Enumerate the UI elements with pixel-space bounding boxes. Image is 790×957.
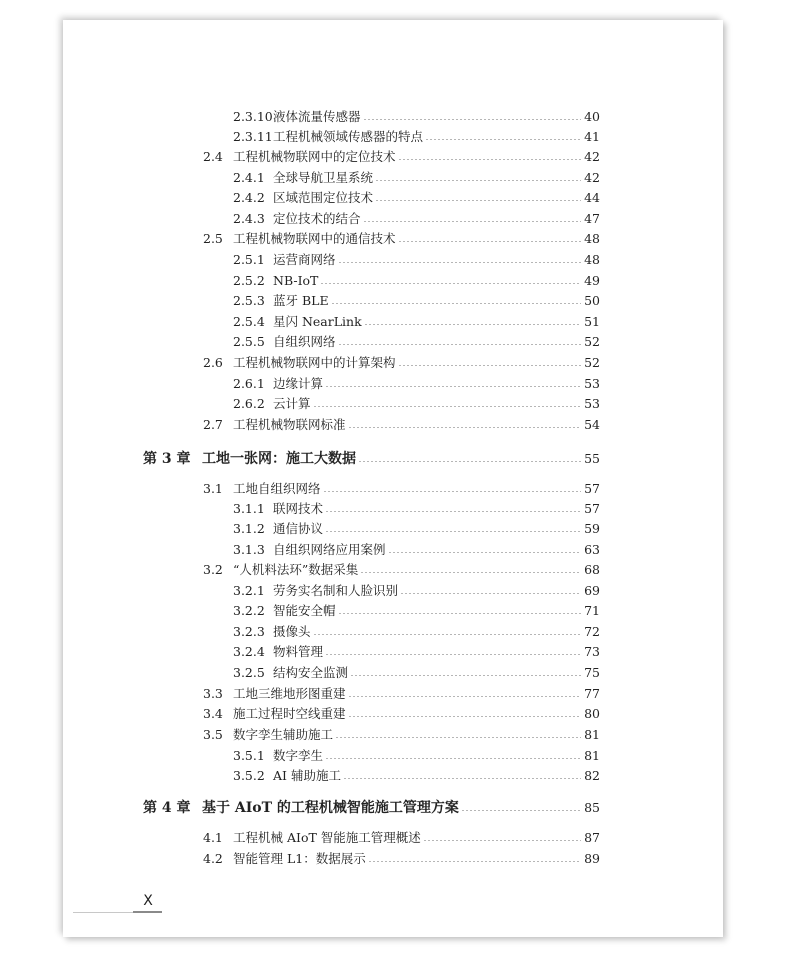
page-number: 44 — [584, 190, 600, 205]
page-number: 77 — [584, 686, 600, 701]
dot-leader — [338, 601, 582, 621]
toc-entry-3-2-2 — [233, 601, 600, 621]
section-title: 云计算 — [273, 396, 311, 411]
page-number: 75 — [584, 665, 600, 680]
dot-leader — [360, 560, 581, 580]
dot-leader — [388, 540, 582, 560]
dot-leader — [325, 642, 581, 662]
page-number: 81 — [584, 748, 600, 763]
section-title: 数字孪生 — [273, 748, 324, 763]
section-number: 3.2.2 — [233, 603, 265, 618]
chapter-number: 第 3 章 — [143, 451, 191, 467]
dot-leader — [368, 849, 581, 869]
dot-leader — [348, 684, 582, 704]
section-title: 星闪 NearLink — [273, 314, 362, 329]
page-number: 47 — [584, 211, 600, 226]
toc-entry-2-5-1 — [233, 250, 600, 270]
dot-leader — [358, 449, 581, 469]
page-number: 52 — [584, 355, 600, 370]
toc-entry-4-1 — [203, 828, 600, 848]
section-title: 施工过程时空线重建 — [233, 706, 346, 721]
page-number: 53 — [584, 376, 600, 391]
section-number: 2.4.1 — [233, 170, 265, 185]
section-number: 3.5 — [203, 727, 223, 742]
page-number: 52 — [584, 334, 600, 349]
dot-leader — [363, 209, 582, 229]
page-number: 80 — [584, 706, 600, 721]
section-number: 3.2.5 — [233, 665, 265, 680]
page-number: 42 — [584, 170, 600, 185]
toc-entry-3-5-2 — [233, 766, 600, 786]
dot-leader — [364, 312, 581, 332]
page-number: 50 — [584, 293, 600, 308]
toc-entry-2-4-2 — [233, 188, 600, 208]
dot-leader — [348, 704, 582, 724]
toc-entry-3-1 — [203, 479, 600, 499]
section-title: 工程机械物联网中的通信技术 — [233, 231, 396, 246]
dot-leader — [423, 828, 581, 848]
dot-leader — [338, 250, 582, 270]
section-title: 工地三维地形图重建 — [233, 686, 346, 701]
toc-entry-2-5-4 — [233, 312, 600, 332]
page-number: 55 — [584, 451, 600, 466]
toc-entry-2-5-3 — [233, 291, 600, 311]
dot-leader — [323, 479, 582, 499]
section-number: 3.2.3 — [233, 624, 265, 639]
page-number: 41 — [584, 129, 600, 144]
page-number: 54 — [584, 417, 600, 432]
toc-entry-2-6 — [203, 353, 600, 373]
section-number: 2.4.2 — [233, 190, 265, 205]
dot-leader — [461, 798, 581, 818]
toc-entry-2-6-1 — [233, 374, 600, 394]
page-number: 89 — [584, 851, 600, 866]
dot-leader — [320, 271, 581, 291]
dot-leader — [325, 746, 581, 766]
toc-entry-3-2-5 — [233, 663, 600, 683]
page-number: 51 — [584, 314, 600, 329]
section-title: 物料管理 — [273, 644, 324, 659]
section-title: 工程机械物联网标准 — [233, 417, 346, 432]
dot-leader — [348, 415, 582, 435]
toc-entry-3-3 — [203, 684, 600, 704]
toc-entry-2-5-5 — [233, 332, 600, 352]
chapter-title: 基于 AIoT 的工程机械智能施工管理方案 — [202, 800, 459, 816]
section-title: 通信协议 — [273, 521, 324, 536]
page-number: 57 — [584, 501, 600, 516]
section-number: 4.1 — [203, 830, 223, 845]
section-number: 3.4 — [203, 706, 223, 721]
section-number: 2.3.10 — [233, 109, 273, 124]
page-number: 72 — [584, 624, 600, 639]
page-number: 53 — [584, 396, 600, 411]
section-title: AI 辅助施工 — [273, 768, 341, 783]
section-title: NB-IoT — [273, 273, 319, 288]
section-title: 工程机械物联网中的计算架构 — [233, 355, 396, 370]
section-number: 3.1.1 — [233, 501, 265, 516]
section-number: 2.6.1 — [233, 376, 265, 391]
section-title: 工程机械领域传感器的特点 — [273, 129, 424, 144]
toc-entry-2-7 — [203, 415, 600, 435]
page-number: 40 — [584, 109, 600, 124]
section-number: 2.5.3 — [233, 293, 265, 308]
section-number: 2.6 — [203, 355, 223, 370]
page-number: 87 — [584, 830, 600, 845]
toc-entry-2-4 — [203, 147, 600, 167]
toc-entry-3-2 — [203, 560, 600, 580]
page-number: 48 — [584, 252, 600, 267]
dot-leader — [325, 374, 581, 394]
table-of-contents — [63, 20, 723, 937]
toc-entry-2-5-2 — [233, 271, 600, 291]
chapter-title: 工地一张网：施工大数据 — [202, 451, 356, 467]
dot-leader — [343, 766, 581, 786]
toc-entry-3-1-2 — [233, 519, 600, 539]
section-title: 联网技术 — [273, 501, 324, 516]
section-number: 2.5.2 — [233, 273, 265, 288]
section-title: 工程机械 AIoT 智能施工管理概述 — [233, 830, 421, 845]
dot-leader — [313, 622, 582, 642]
dot-leader — [331, 291, 582, 311]
dot-leader — [338, 332, 582, 352]
section-number: 2.5.4 — [233, 314, 265, 329]
section-number: 2.4.3 — [233, 211, 265, 226]
toc-entry-3-1-3 — [233, 540, 600, 560]
section-title: 数字孪生辅助施工 — [233, 727, 334, 742]
toc-entry-2-3-11 — [233, 127, 600, 147]
dot-leader — [398, 229, 582, 249]
toc-entry-3-4 — [203, 704, 600, 724]
page-number: 82 — [584, 768, 600, 783]
section-title: 定位技术的结合 — [273, 211, 361, 226]
section-title: 工地自组织网络 — [233, 481, 321, 496]
page-number: 57 — [584, 481, 600, 496]
page-number: 85 — [584, 800, 600, 815]
page-number: 63 — [584, 542, 600, 557]
section-number: 3.2.1 — [233, 583, 265, 598]
book-page — [63, 20, 723, 937]
dot-leader — [350, 663, 581, 683]
section-number: 2.5 — [203, 231, 223, 246]
chapter-number: 第 4 章 — [143, 800, 191, 816]
dot-leader — [313, 394, 582, 414]
section-number: 2.5.1 — [233, 252, 265, 267]
toc-entry-3-5 — [203, 725, 600, 745]
section-title: 区域范围定位技术 — [273, 190, 374, 205]
footer-rule-accent — [133, 911, 162, 913]
section-number: 3.3 — [203, 686, 223, 701]
section-title: “人机料法环”数据采集 — [233, 562, 359, 577]
section-title: 液体流量传感器 — [273, 109, 361, 124]
page-number: 68 — [584, 562, 600, 577]
page-number: 73 — [584, 644, 600, 659]
section-number: 2.4 — [203, 149, 223, 164]
dot-leader — [375, 168, 581, 188]
toc-chapter-4 — [143, 796, 600, 820]
section-title: 摄像头 — [273, 624, 311, 639]
section-title: 智能安全帽 — [273, 603, 336, 618]
section-number: 3.5.2 — [233, 768, 265, 783]
toc-entry-3-1-1 — [233, 499, 600, 519]
section-title: 运营商网络 — [273, 252, 336, 267]
toc-entry-2-6-2 — [233, 394, 600, 414]
dot-leader — [363, 107, 582, 127]
section-number: 2.5.5 — [233, 334, 265, 349]
page-number: 71 — [584, 603, 600, 618]
section-title: 蓝牙 BLE — [273, 293, 329, 308]
section-title: 自组织网络 — [273, 334, 336, 349]
section-title: 工程机械物联网中的定位技术 — [233, 149, 396, 164]
toc-chapter-3 — [143, 447, 600, 471]
section-title: 边缘计算 — [273, 376, 324, 391]
dot-leader — [398, 353, 582, 373]
section-number: 3.2 — [203, 562, 223, 577]
toc-entry-2-4-1 — [233, 168, 600, 188]
dot-leader — [325, 519, 581, 539]
dot-leader — [398, 147, 582, 167]
toc-entry-3-5-1 — [233, 746, 600, 766]
section-number: 3.5.1 — [233, 748, 265, 763]
page-number: 69 — [584, 583, 600, 598]
toc-entry-3-2-1 — [233, 581, 600, 601]
section-number: 2.6.2 — [233, 396, 265, 411]
section-title: 全球导航卫星系统 — [273, 170, 374, 185]
section-number: 2.7 — [203, 417, 223, 432]
page-number: 42 — [584, 149, 600, 164]
toc-entry-2-5 — [203, 229, 600, 249]
section-title: 智能管理 L1：数据展示 — [233, 851, 366, 866]
toc-entry-3-2-4 — [233, 642, 600, 662]
folio-page-number: X — [143, 893, 153, 909]
section-number: 3.2.4 — [233, 644, 265, 659]
toc-entry-2-3-10 — [233, 107, 600, 127]
section-number: 3.1 — [203, 481, 223, 496]
page-number: 81 — [584, 727, 600, 742]
section-number: 4.2 — [203, 851, 223, 866]
page-number: 48 — [584, 231, 600, 246]
dot-leader — [400, 581, 581, 601]
toc-entry-3-2-3 — [233, 622, 600, 642]
dot-leader — [335, 725, 581, 745]
dot-leader — [375, 188, 581, 208]
section-number: 2.3.11 — [233, 129, 273, 144]
section-title: 结构安全监测 — [273, 665, 349, 680]
section-title: 劳务实名制和人脸识别 — [273, 583, 399, 598]
toc-entry-4-2 — [203, 849, 600, 869]
page-number: 59 — [584, 521, 600, 536]
page-number: 49 — [584, 273, 600, 288]
section-number: 3.1.2 — [233, 521, 265, 536]
dot-leader — [425, 127, 581, 147]
section-number: 3.1.3 — [233, 542, 265, 557]
dot-leader — [325, 499, 581, 519]
toc-entry-2-4-3 — [233, 209, 600, 229]
section-title: 自组织网络应用案例 — [273, 542, 386, 557]
footer-rule — [73, 912, 133, 913]
